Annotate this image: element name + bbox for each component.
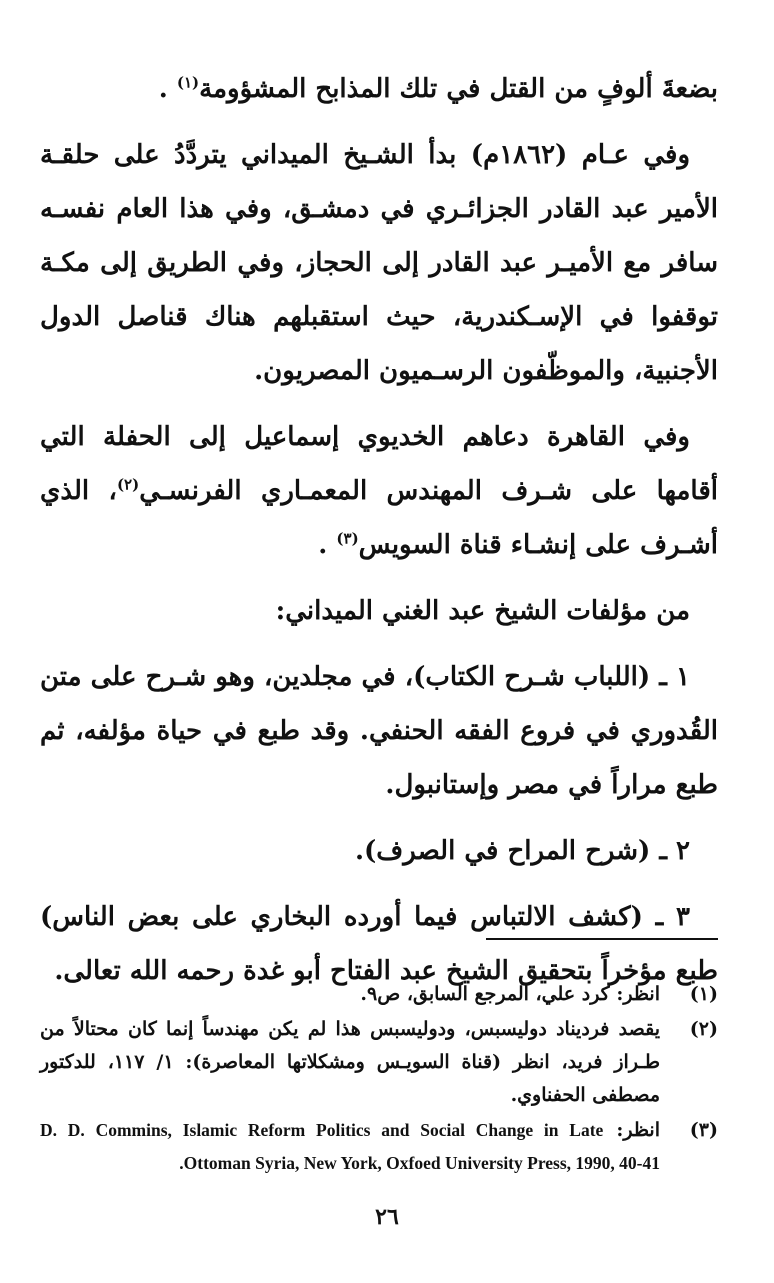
works-item: ٣ ـ (كشف الالتباس فيما أورده البخاري على بعض الناس) طبع مؤخراً بتحقيق الشيخ عبد الفتاح أبو غدة رحمه الله تعالى. (40, 902, 718, 986)
footnote-citation: D. D. Commins, Islamic Reform Politics and Social Change in Late Ottoman Syria, New York, Oxfoed University Press, 1990, 40-41. (40, 1120, 660, 1173)
paragraph-text: وفي القاهرة دعاهم الخديوي إسماعيل إلى الحفلة التي أقامها على شـرف المهندس المعمـاري الفرنسـي (40, 422, 719, 506)
footnote-ref[interactable]: (٣) (336, 529, 359, 548)
page-number: ٢٦ (375, 1204, 399, 1230)
footnote-text (40, 1114, 660, 1180)
paragraph-opening (40, 62, 718, 116)
paragraph-text: بضعةَ ألوفٍ من القتل في تلك المذابح المشؤومة (199, 74, 718, 104)
paragraph-tail: . (318, 530, 328, 560)
paragraph-cairo (40, 410, 718, 572)
main-text (40, 62, 718, 998)
works-heading: من مؤلفات الشيخ عبد الغني الميداني: (275, 596, 690, 626)
paragraph-text: ، الذي أشـرف على إنشـاء قناة السويس (40, 476, 718, 560)
footnote-ref[interactable]: (١) (176, 73, 200, 92)
footnotes (40, 978, 718, 1182)
footnote-number: (٢) (689, 1018, 718, 1040)
footnote (40, 1114, 718, 1180)
footnote-number: (٣) (689, 1119, 718, 1141)
works-item: ١ ـ (اللباب شـرح الكتاب)، في مجلدين، وهو شـرح على متن القُدوري في فروع الفقه الحنفي. وقد طبع في حياة مؤلفه، ثم طبع مراراً في مصر وإستانبول. (40, 662, 719, 800)
footnote-ref[interactable]: (٢) (116, 475, 140, 494)
footnote (40, 978, 718, 1011)
paragraph-tail: . (158, 74, 168, 104)
footnote-text: انظر: كرد علي، المرجع السابق، ص٩. (360, 983, 660, 1005)
works-item: ٢ ـ (شرح المراح في الصرف). (354, 836, 690, 866)
footnote-text: يقصد فرديناد دوليسبس، ودوليسبس هذا لم يكن مهندساً إنما كان محتالاً من طـراز فريد، انظر (قناة السويـس ومشكلاتها المعاصرة): ١/ ١١٧، للدكتور مصطفى الحفناوي. (40, 1018, 660, 1106)
footnote-separator (486, 938, 718, 940)
footnote-prefix: انظر: (616, 1119, 660, 1141)
paragraph-journey (40, 128, 718, 398)
paragraph-text: وفي عـام (١٨٦٢م) بدأ الشـيخ الميداني يتردَّدُ على حلقـة الأمير عبد القادر الجزائـري في دمشـق، وفي هذا العام نفسـه سافر مع الأميـر عبد القادر إلى الحجاز، وفي الطريق إلى مكـة توقفوا في الإسـكندرية، حيث استقبلهم هناك قناصل الدول الأجنبية، والموظّفون الرسـميون المصريون. (40, 140, 718, 386)
footnote-number: (١) (689, 983, 718, 1005)
footnote (40, 1013, 718, 1112)
